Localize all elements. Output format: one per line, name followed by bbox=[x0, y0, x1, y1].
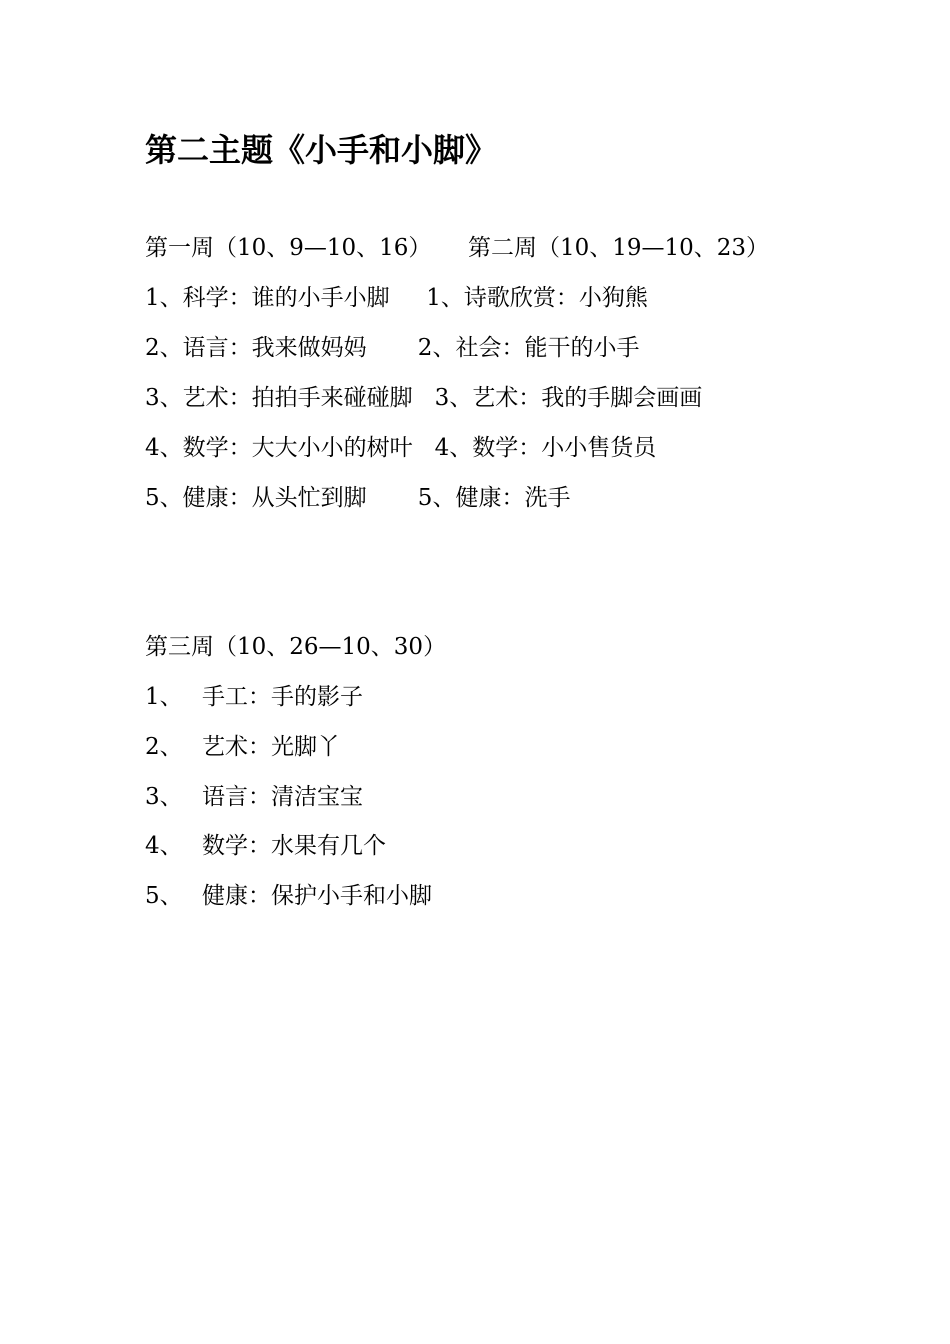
week-3-item-text: 健康：保护小手和小脚 bbox=[202, 883, 432, 909]
week-3-item-text: 语言：清洁宝宝 bbox=[202, 784, 363, 810]
weeks-1-2-header: 第一周（10、9—10、16） 第二周（10、19—10、23） bbox=[145, 235, 770, 261]
weeks-1-2-row: 2、语言：我来做妈妈 2、社会：能干的小手 bbox=[145, 335, 640, 361]
document-title: 第二主题《小手和小脚》 bbox=[145, 131, 498, 169]
weeks-1-2-row: 3、艺术：拍拍手来碰碰脚 3、艺术：我的手脚会画画 bbox=[145, 385, 703, 411]
week-3-item-number: 5、 bbox=[145, 883, 183, 909]
weeks-1-2-row: 4、数学：大大小小的树叶 4、数学：小小售货员 bbox=[145, 435, 657, 461]
week-3-item-number: 3、 bbox=[145, 784, 183, 810]
weeks-1-2-row: 5、健康：从头忙到脚 5、健康：洗手 bbox=[145, 485, 571, 511]
week-3-item-number: 1、 bbox=[145, 684, 183, 710]
week-3-item-text: 艺术：光脚丫 bbox=[202, 734, 340, 760]
weeks-1-2-row: 1、科学：谁的小手小脚 1、诗歌欣赏：小狗熊 bbox=[145, 285, 648, 311]
week-3-item-text: 手工：手的影子 bbox=[202, 684, 363, 710]
week-3-header: 第三周（10、26—10、30） bbox=[145, 634, 447, 660]
week-3-item-text: 数学：水果有几个 bbox=[202, 833, 386, 859]
week-3-item-number: 4、 bbox=[145, 833, 183, 859]
week-3-item-number: 2、 bbox=[145, 734, 183, 760]
